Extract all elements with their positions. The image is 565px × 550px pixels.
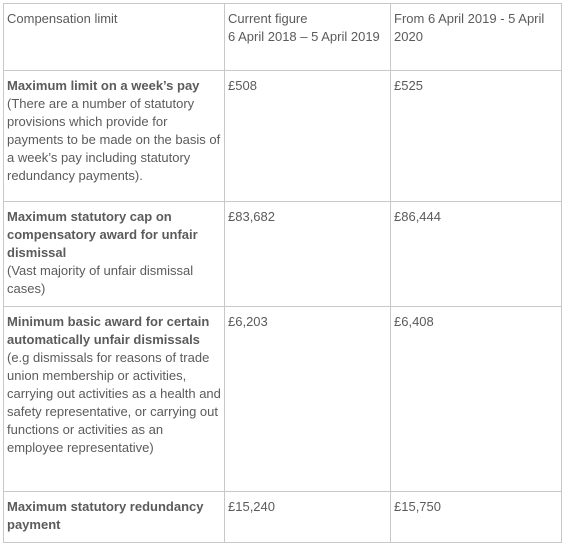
limit-description <box>4 492 225 543</box>
limit-description <box>4 71 225 202</box>
table-row <box>4 307 562 492</box>
limit-note: (Vast majority of unfair dismissal cases) <box>7 263 194 296</box>
new-value: £525 <box>391 71 562 202</box>
new-value: £15,750 <box>391 492 562 543</box>
current-value: £83,682 <box>225 202 391 307</box>
limit-description <box>4 202 225 307</box>
limit-title: Maximum statutory cap on compensatory award for unfair dismissal <box>7 209 198 260</box>
current-value: £6,203 <box>225 307 391 492</box>
compensation-limits-table <box>3 3 562 543</box>
header-current-figure-label: Current figure <box>228 11 308 26</box>
header-current-figure-period: 6 April 2018 – 5 April 2019 <box>228 29 380 44</box>
limit-title: Minimum basic award for certain automatically unfair dismissals <box>7 314 210 347</box>
new-value: £6,408 <box>391 307 562 492</box>
table-row <box>4 492 562 543</box>
limit-note: (There are a number of statutory provisions which provide for payments to be made on the basis of a week’s pay including statutory redundancy payments). <box>7 96 221 183</box>
table-row <box>4 71 562 202</box>
limit-note: (e.g dismissals for reasons of trade union membership or activities, carrying out activities as a health and safety representative, or carrying out functions or activities as an employee representative) <box>7 350 221 455</box>
current-value: £15,240 <box>225 492 391 543</box>
limit-title: Maximum statutory redundancy payment <box>7 499 204 532</box>
header-from-2019: From 6 April 2019 - 5 April 2020 <box>391 4 562 71</box>
header-current-figure <box>225 4 391 71</box>
table-header-row <box>4 4 562 71</box>
limit-description <box>4 307 225 492</box>
new-value: £86,444 <box>391 202 562 307</box>
limit-title: Maximum limit on a week’s pay <box>7 78 200 93</box>
current-value: £508 <box>225 71 391 202</box>
header-compensation-limit: Compensation limit <box>4 4 225 71</box>
table-row <box>4 202 562 307</box>
